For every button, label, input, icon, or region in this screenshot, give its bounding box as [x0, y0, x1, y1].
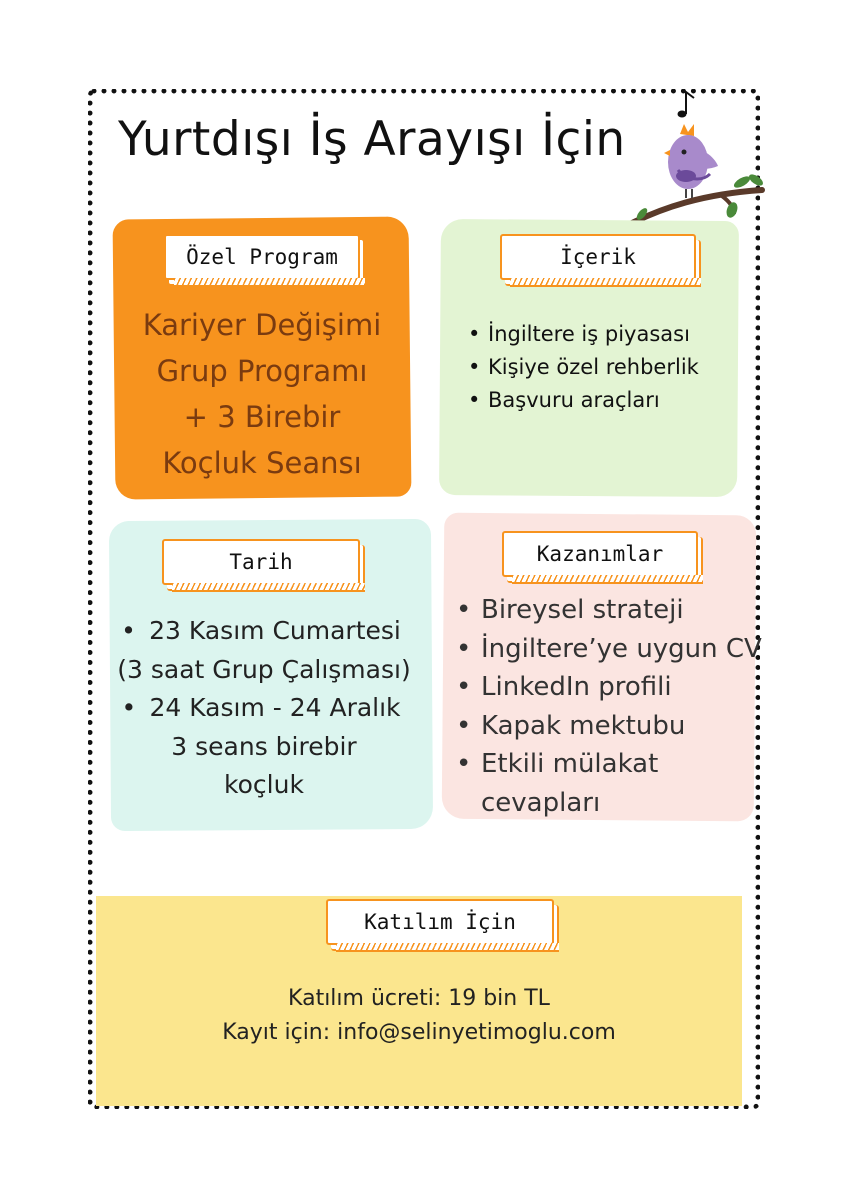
- program-description: [114, 302, 410, 486]
- join-tag: [326, 899, 554, 945]
- program-line: Koçluk Seansı: [162, 446, 362, 480]
- music-note-icon: [678, 92, 695, 118]
- date-list: [108, 612, 420, 805]
- gains-tag-label: Kazanımlar: [536, 542, 664, 566]
- date-item: • 23 Kasım Cumartesi: [127, 612, 401, 651]
- list-item: • İngiltere’ye uygun CV: [456, 630, 762, 669]
- program-line: Kariyer Değişimi: [142, 308, 382, 342]
- gains-tag: [502, 531, 698, 577]
- program-tag-label: Özel Program: [186, 245, 338, 269]
- content-tag: [500, 234, 696, 280]
- date-item-note: (3 saat Grup Çalışması): [117, 654, 411, 684]
- date-tag-label: Tarih: [229, 550, 293, 574]
- program-line: Grup Programı: [156, 354, 368, 388]
- fee-text: Katılım ücreti: 19 bin TL: [288, 986, 550, 1011]
- date-item: • 24 Kasım - 24 Aralık: [127, 689, 400, 728]
- gains-list: [456, 591, 762, 822]
- program-line: + 3 Birebir: [183, 400, 341, 434]
- list-item: • Bireysel strateji: [456, 591, 762, 630]
- program-tag: [164, 234, 360, 280]
- page-title: Yurtdışı İş Arayışı İçin: [118, 112, 626, 167]
- list-item: • LinkedIn profili: [456, 668, 762, 707]
- list-item: • Kapak mektubu: [456, 707, 762, 746]
- date-item-line: koçluk: [224, 770, 304, 799]
- bird-on-branch-icon: [622, 86, 772, 236]
- content-tag-label: İçerik: [560, 245, 636, 269]
- list-item-continuation: cevapları: [481, 787, 601, 818]
- list-item: • Başvuru araçları: [468, 384, 699, 417]
- contact-text[interactable]: Kayıt için: info@selinyetimoglu.com: [222, 1020, 616, 1045]
- list-item: • Kişiye özel rehberlik: [468, 351, 699, 384]
- date-item-line: 3 seans birebir: [171, 731, 357, 761]
- join-info: [96, 982, 742, 1050]
- date-tag: [162, 539, 360, 585]
- list-item: • İngiltere iş piyasası: [468, 318, 699, 351]
- join-tag-label: Katılım İçin: [364, 910, 516, 934]
- content-list: [468, 318, 699, 417]
- list-item: • Etkili mülakat: [456, 745, 762, 784]
